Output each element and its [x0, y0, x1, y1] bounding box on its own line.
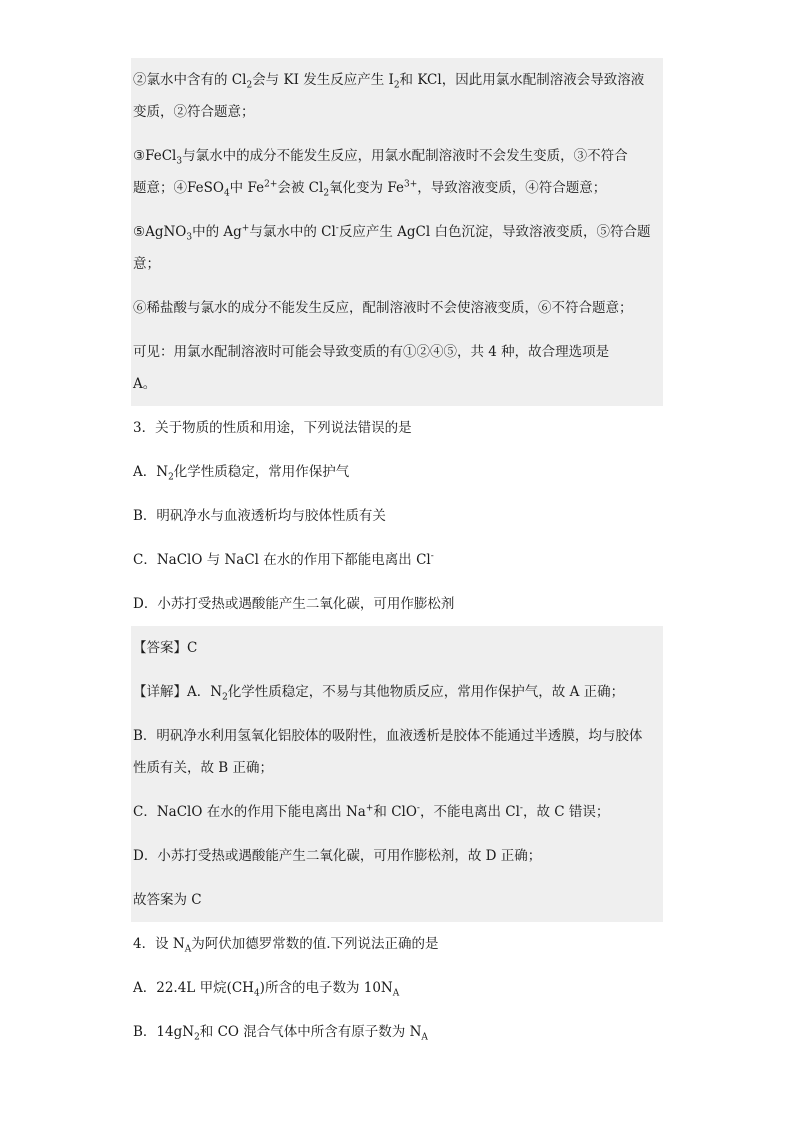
question-3-detail-c: C．NaClO 在水的作用下能电离出 Na+和 ClO-，不能电离出 Cl-，故 C 错误； — [133, 803, 610, 820]
question-4-stem: 4．设 $N_A$为阿伏加德罗常数的值.下列说法正确的是 — [133, 936, 439, 955]
question-3-detail-b: B．明矾净水利用氢氧化铝胶体的吸附性，血液透析是胶体不能通过半透膜，均与胶体 性质有关，故 B 正确； — [133, 728, 643, 776]
question-3-option-c: C．NaClO 与 NaCl 在水的作用下都能电离出 Cl- — [133, 551, 434, 568]
explanation-item-3-4: ③FeCl$_3$与氯水中的成分不能发生反应，用氯水配制溶液时不会发生变质，③不符合 题意；④FeSO$_4$中 $Fe^{2+}$会被 $Cl_2$氧化变为 $Fe^{3+}$，导致溶液变质，④符合题意； — [133, 148, 628, 199]
question-3-answer-block — [131, 626, 663, 922]
question-3-option-d: D．小苏打受热或遇酸能产生二氧化碳，可用作膨松剂 — [133, 596, 455, 612]
question-4-option-a: A．22.4L 甲烷$(CH_4)$所含的电子数为 $10N_A$ — [133, 980, 400, 999]
question-3-option-b: B．明矾净水与血液透析均与胶体性质有关 — [133, 508, 386, 524]
question-4-option-b: B．$14gN_2$和 CO 混合气体中所含有原子数为 $N_A$ — [133, 1024, 428, 1043]
question-3-detail-a: 【详解】A．$N_2$化学性质稳定，不易与其他物质反应，常用作保护气，故 A 正确； — [133, 684, 625, 703]
explanation-item-5: ⑤AgNO$_3$中的 Ag+与氯水中的 Cl-反应产生 AgCl 白色沉淀，导致溶液变质，⑤符合题 意； — [133, 223, 651, 272]
explanation-item-6: ⑥稀盐酸与氯水的成分不能发生反应，配制溶液时不会使溶液变质，⑥不符合题意； — [133, 300, 633, 316]
explanation-item-2: ②氯水中含有的 $Cl_2$会与 KI 发生反应产生 $I_2$和 KCl，因此用氯水配制溶液会导致溶液 变质，②符合题意； — [133, 72, 645, 120]
question-3-option-a: A．$N_2$化学性质稳定，常用作保护气 — [133, 464, 350, 483]
explanation-summary: 可见：用氯水配制溶液时可能会导致变质的有①②④⑤，共 4 种，故合理选项是 A。 — [133, 344, 610, 392]
document-content — [131, 58, 663, 1054]
prev-explanation-block — [131, 58, 663, 406]
question-3-stem: 3．关于物质的性质和用途，下列说法错误的是 — [133, 420, 412, 436]
question-3-conclusion: 故答案为 C — [133, 892, 202, 908]
question-3-detail-d: D．小苏打受热或遇酸能产生二氧化碳，可用作膨松剂，故 D 正确； — [133, 848, 542, 864]
question-3-answer: 【答案】C — [133, 640, 198, 656]
